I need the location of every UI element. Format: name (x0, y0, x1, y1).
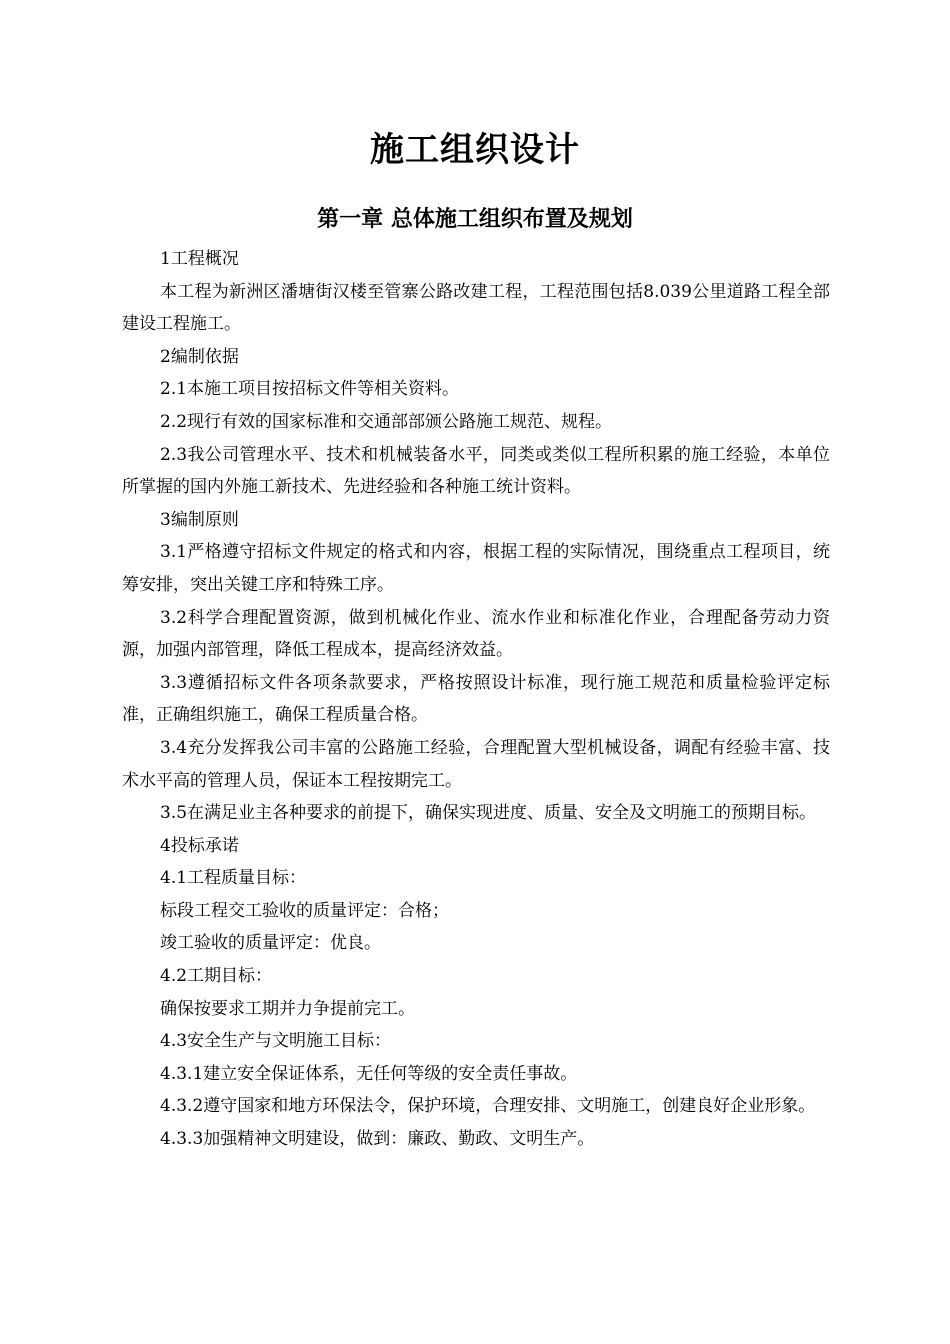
paragraph: 确保按要求工期并力争提前完工。 (160, 998, 415, 1019)
paragraph: 3.2科学合理配置资源，做到机械化作业、流水作业和标准化作业，合理配备劳动力资源，加强内部管理，降低工程成本，提高经济效益。 (122, 607, 830, 661)
paragraph: 4.3.1建立安全保证体系，无任何等级的安全责任事故。 (160, 1063, 578, 1084)
document-body (122, 243, 830, 1156)
section-heading: 2编制依据 (160, 346, 239, 367)
paragraph: 4.3.2遵守国家和地方环保法令，保护环境，合理安排、文明施工，创建良好企业形象。 (160, 1096, 816, 1117)
paragraph: 3.4充分发挥我公司丰富的公路施工经验，合理配置大型机械设备，调配有经验丰富、技术水平高的管理人员，保证本工程按期完工。 (122, 737, 830, 791)
paragraph: 4.2工期目标： (160, 966, 273, 987)
chapter-heading: 第一章 总体施工组织布置及规划 (317, 206, 633, 232)
paragraph: 标段工程交工验收的质量评定：合格； (160, 900, 449, 921)
paragraph: 2.3我公司管理水平、技术和机械装备水平，同类或类似工程所积累的施工经验，本单位所掌握的国内外施工新技术、先进经验和各种施工统计资料。 (122, 444, 830, 498)
paragraph: 2.2现行有效的国家标准和交通部部颁公路施工规范、规程。 (160, 411, 613, 432)
paragraph: 4.3安全生产与文明施工目标： (160, 1031, 392, 1052)
paragraph: 2.1本施工项目按招标文件等相关资料。 (160, 379, 460, 400)
section-heading: 3编制原则 (160, 509, 239, 530)
section-heading: 1工程概况 (160, 249, 239, 269)
paragraph: 3.1严格遵守招标文件规定的格式和内容，根据工程的实际情况，围绕重点工程项目，统筹安排，突出关键工序和特殊工序。 (122, 542, 830, 595)
paragraph: 竣工验收的质量评定：优良。 (160, 933, 381, 954)
section-heading: 4投标承诺 (160, 835, 239, 856)
paragraph: 4.1工程质量目标： (160, 868, 307, 889)
paragraph: 3.5在满足业主各种要求的前提下，确保实现进度、质量、安全及文明施工的预期目标。 (160, 803, 817, 824)
paragraph: 4.3.3加强精神文明建设，做到：廉政、勤政、文明生产。 (160, 1129, 595, 1150)
document-title: 施工组织设计 (370, 130, 580, 170)
paragraph: 3.3遵循招标文件各项条款要求，严格按照设计标准，现行施工规范和质量检验评定标准，正确组织施工，确保工程质量合格。 (122, 672, 830, 726)
paragraph: 本工程为新洲区潘塘街汉楼至管寨公路改建工程，工程范围包括8.039公里道路工程全部建设工程施工。 (122, 281, 830, 335)
